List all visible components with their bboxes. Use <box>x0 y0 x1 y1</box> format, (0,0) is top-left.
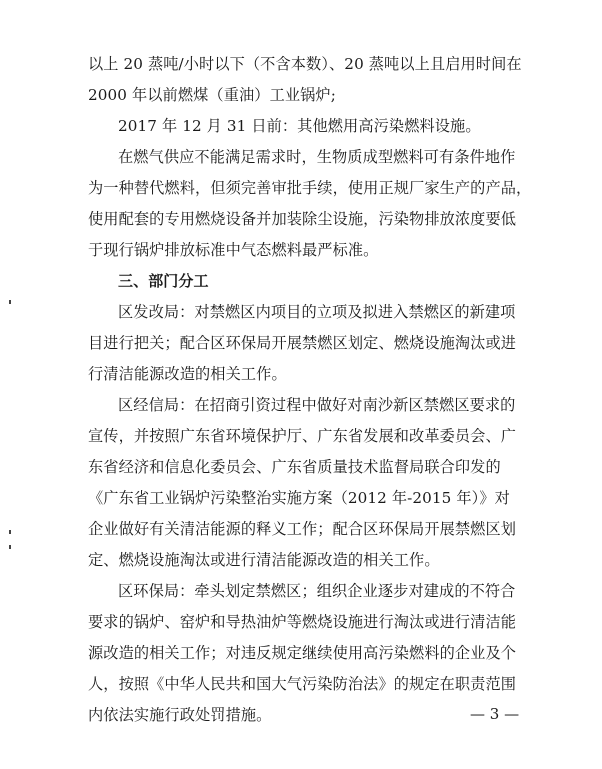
body-line: 为一种替代燃料，但须完善审批手续，使用正规厂家生产的产品， <box>88 179 532 197</box>
body-line: 使用配套的专用燃烧设备并加装除尘设施，污染物排放浓度要低 <box>88 210 517 228</box>
body-line: 企业做好有关清洁能源的释义工作；配合区环保局开展禁燃区划 <box>88 520 517 538</box>
section-heading: 三、部门分工 <box>118 272 209 290</box>
body-line: 区经信局：在招商引资过程中做好对南沙新区禁燃区要求的 <box>118 396 516 414</box>
body-line: 源改造的相关工作；对违反规定继续使用高污染燃料的企业及个 <box>88 644 517 662</box>
body-line: 行清洁能源改造的相关工作。 <box>88 365 287 383</box>
body-line: 东省经济和信息化委员会、广东省质量技术监督局联合印发的 <box>88 458 501 476</box>
body-line: 《广东省工业锅炉污染整治实施方案（2012 年-2015 年）》对 <box>88 489 510 507</box>
body-line: 区环保局：牵头划定禁燃区；组织企业逐步对建成的不符合 <box>118 582 516 600</box>
body-line: 在燃气供应不能满足需求时，生物质成型燃料可有条件地作 <box>118 148 516 166</box>
page-number: — 3 — <box>470 705 520 723</box>
body-line: 2017 年 12 月 31 日前：其他燃用高污染燃料设施。 <box>118 117 481 135</box>
body-line: 以上 20 蒸吨/小时以下（不含本数）、20 蒸吨以上且启用时间在 <box>88 55 522 73</box>
body-line: 宣传，并按照广东省环境保护厅、广东省发展和改革委员会、广 <box>88 427 517 445</box>
body-line: 定、燃烧设施淘汰或进行清洁能源改造的相关工作。 <box>88 551 440 569</box>
body-line: 2000 年以前燃煤（重油）工业锅炉; <box>88 86 336 104</box>
body-line: 要求的锅炉、窑炉和导热油炉等燃烧设施进行淘汰或进行清洁能 <box>88 613 517 631</box>
body-line: 于现行锅炉排放标准中气态燃料最严标准。 <box>88 241 379 259</box>
body-line: 内依法实施行政处罚措施。 <box>88 706 272 724</box>
body-line: 目进行把关；配合区环保局开展禁燃区划定、燃烧设施淘汰或进 <box>88 334 517 352</box>
body-line: 区发改局：对禁燃区内项目的立项及拟进入禁燃区的新建项 <box>118 303 516 321</box>
body-line: 人，按照《中华人民共和国大气污染防治法》的规定在职责范围 <box>88 675 517 693</box>
